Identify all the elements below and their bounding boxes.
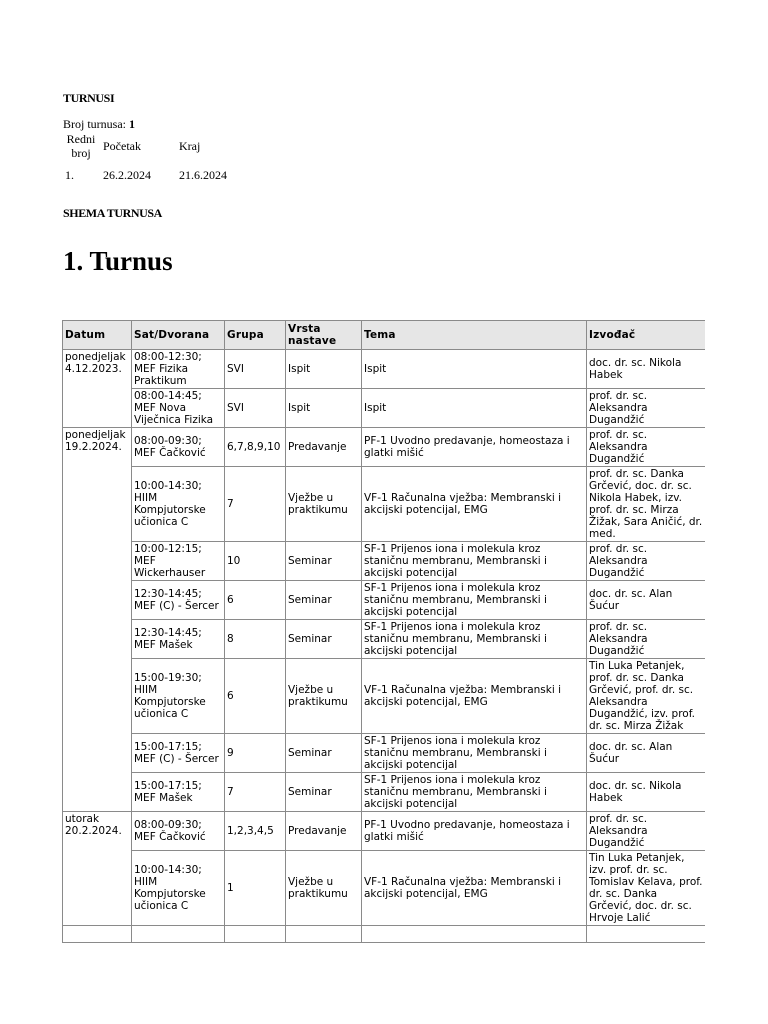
schedule-row <box>63 734 706 773</box>
cell-grupa: 8 <box>225 620 286 659</box>
cell-grupa: 9 <box>225 734 286 773</box>
cell-vrsta-nastave: Predavanje <box>286 812 362 851</box>
col-redni-broj <box>62 132 100 160</box>
turnus-heading: 1. Turnus <box>63 246 173 276</box>
cell-vrsta-nastave: Seminar <box>286 581 362 620</box>
schedule-row <box>63 851 706 926</box>
cell-grupa: 6 <box>225 659 286 734</box>
col-redni-line2: broj <box>71 146 91 160</box>
cell-grupa: 7 <box>225 467 286 542</box>
cell-continuation <box>63 926 132 943</box>
schedule-row <box>63 350 706 389</box>
turnus-list-table <box>62 132 230 183</box>
schedule-row <box>63 659 706 734</box>
cell-sat-dvorana: 12:30-14:45; MEF Mašek <box>132 620 225 659</box>
col-redni-line1: Redni <box>66 132 96 146</box>
cell-tema: VF-1 Računalna vježba: Membranski i akcijski potencijal, EMG <box>362 851 587 926</box>
cell-izvodac: prof. dr. sc. Aleksandra Dugandžić <box>587 812 706 851</box>
cell-tema: SF-1 Prijenos iona i molekula kroz staničnu membranu, Membranski i akcijski potencijal <box>362 542 587 581</box>
col-izvodac: Izvođač <box>587 321 706 350</box>
cell-tema: PF-1 Uvodno predavanje, homeostaza i glatki mišić <box>362 812 587 851</box>
turnus-redni: 1. <box>65 168 74 182</box>
cell-grupa: 10 <box>225 542 286 581</box>
cell-continuation <box>362 926 587 943</box>
cell-vrsta-nastave: Seminar <box>286 620 362 659</box>
cell-izvodac: Tin Luka Petanjek, prof. dr. sc. Danka Grčević, prof. dr. sc. Aleksandra Dugandžić, izv. prof. dr. sc. Mirza Žižak <box>587 659 706 734</box>
schedule-row <box>63 581 706 620</box>
schedule-row <box>63 542 706 581</box>
cell-tema: SF-1 Prijenos iona i molekula kroz staničnu membranu, Membranski i akcijski potencijal <box>362 620 587 659</box>
cell-tema: VF-1 Računalna vježba: Membranski i akcijski potencijal, EMG <box>362 659 587 734</box>
cell-sat-dvorana: 10:00-12:15; MEF Wickerhauser <box>132 542 225 581</box>
cell-izvodac: prof. dr. sc. Aleksandra Dugandžić <box>587 428 706 467</box>
cell-continuation <box>225 926 286 943</box>
cell-sat-dvorana: 15:00-19:30; HIIM Kompjutorske učionica C <box>132 659 225 734</box>
cell-vrsta-nastave: Seminar <box>286 773 362 812</box>
cell-tema: SF-1 Prijenos iona i molekula kroz staničnu membranu, Membranski i akcijski potencijal <box>362 581 587 620</box>
turnus-kraj: 21.6.2024 <box>179 168 227 182</box>
cell-tema: Ispit <box>362 350 587 389</box>
cell-sat-dvorana: 08:00-14:45; MEF Nova Viječnica Fizika <box>132 389 225 428</box>
col-pocetak: Početak <box>103 138 141 153</box>
schedule-row <box>63 428 706 467</box>
turnus-count-value: 1 <box>129 117 135 131</box>
cell-izvodac: doc. dr. sc. Nikola Habek <box>587 773 706 812</box>
cell-izvodac: doc. dr. sc. Alan Šućur <box>587 734 706 773</box>
cell-tema: SF-1 Prijenos iona i molekula kroz staničnu membranu, Membranski i akcijski potencijal <box>362 734 587 773</box>
cell-sat-dvorana: 12:30-14:45; MEF (C) - Šercer <box>132 581 225 620</box>
cell-izvodac: doc. dr. sc. Nikola Habek <box>587 350 706 389</box>
turnus-row <box>62 160 230 183</box>
cell-vrsta-nastave: Seminar <box>286 734 362 773</box>
cell-sat-dvorana: 10:00-14:30; HIIM Kompjutorske učionica C <box>132 467 225 542</box>
col-vrsta-nastave: Vrsta nastave <box>286 321 362 350</box>
schedule-row <box>63 773 706 812</box>
cell-continuation <box>132 926 225 943</box>
cell-vrsta-nastave: Vježbe u praktikumu <box>286 851 362 926</box>
cell-datum: ponedjeljak 19.2.2024. <box>63 428 132 812</box>
cell-izvodac: prof. dr. sc. Aleksandra Dugandžić <box>587 620 706 659</box>
cell-izvodac: Tin Luka Petanjek, izv. prof. dr. sc. Tomislav Kelava, prof. dr. sc. Danka Grčević, doc. dr. sc. Hrvoje Lalić <box>587 851 706 926</box>
cell-vrsta-nastave: Predavanje <box>286 428 362 467</box>
cell-grupa: SVI <box>225 350 286 389</box>
cell-vrsta-nastave: Ispit <box>286 389 362 428</box>
cell-tema: PF-1 Uvodno predavanje, homeostaza i glatki mišić <box>362 428 587 467</box>
turnus-count-line <box>63 117 135 132</box>
cell-izvodac: doc. dr. sc. Alan Šućur <box>587 581 706 620</box>
turnus-pocetak: 26.2.2024 <box>103 168 151 182</box>
cell-tema: VF-1 Računalna vježba: Membranski i akcijski potencijal, EMG <box>362 467 587 542</box>
cell-continuation <box>286 926 362 943</box>
cell-sat-dvorana: 15:00-17:15; MEF (C) - Šercer <box>132 734 225 773</box>
cell-continuation <box>587 926 706 943</box>
col-datum: Datum <box>63 321 132 350</box>
cell-izvodac: prof. dr. sc. Aleksandra Dugandžić <box>587 389 706 428</box>
cell-izvodac: prof. dr. sc. Aleksandra Dugandžić <box>587 542 706 581</box>
cell-grupa: 7 <box>225 773 286 812</box>
cell-datum: ponedjeljak 4.12.2023. <box>63 350 132 428</box>
schedule-table <box>62 320 705 943</box>
cell-sat-dvorana: 08:00-12:30; MEF Fizika Praktikum <box>132 350 225 389</box>
cell-sat-dvorana: 08:00-09:30; MEF Čačković <box>132 812 225 851</box>
schedule-row <box>63 389 706 428</box>
cell-vrsta-nastave: Ispit <box>286 350 362 389</box>
cell-sat-dvorana: 08:00-09:30; MEF Čačković <box>132 428 225 467</box>
col-sat-dvorana: Sat/Dvorana <box>132 321 225 350</box>
col-tema: Tema <box>362 321 587 350</box>
cell-grupa: SVI <box>225 389 286 428</box>
cell-grupa: 6 <box>225 581 286 620</box>
cell-sat-dvorana: 10:00-14:30; HIIM Kompjutorske učionica C <box>132 851 225 926</box>
schedule-row <box>63 467 706 542</box>
cell-vrsta-nastave: Vježbe u praktikumu <box>286 659 362 734</box>
cell-tema: SF-1 Prijenos iona i molekula kroz staničnu membranu, Membranski i akcijski potencijal <box>362 773 587 812</box>
schedule-row-continuation <box>63 926 706 943</box>
schedule-header-row <box>63 321 706 350</box>
cell-grupa: 1 <box>225 851 286 926</box>
cell-vrsta-nastave: Seminar <box>286 542 362 581</box>
schema-title: SHEMA TURNUSA <box>63 206 162 220</box>
col-kraj: Kraj <box>179 138 201 153</box>
turnus-count-label: Broj turnusa: <box>63 117 126 131</box>
schedule-row <box>63 620 706 659</box>
section-title: TURNUSI <box>63 91 115 105</box>
schedule-row <box>63 812 706 851</box>
col-grupa: Grupa <box>225 321 286 350</box>
cell-grupa: 6,7,8,9,10 <box>225 428 286 467</box>
cell-sat-dvorana: 15:00-17:15; MEF Mašek <box>132 773 225 812</box>
cell-tema: Ispit <box>362 389 587 428</box>
cell-datum: utorak 20.2.2024. <box>63 812 132 926</box>
schedule-container <box>62 320 705 954</box>
cell-izvodac: prof. dr. sc. Danka Grčević, doc. dr. sc. Nikola Habek, izv. prof. dr. sc. Mirza Žižak, Sara Aničić, dr. med. <box>587 467 706 542</box>
schedule-body <box>63 350 706 943</box>
cell-grupa: 1,2,3,4,5 <box>225 812 286 851</box>
cell-vrsta-nastave: Vježbe u praktikumu <box>286 467 362 542</box>
